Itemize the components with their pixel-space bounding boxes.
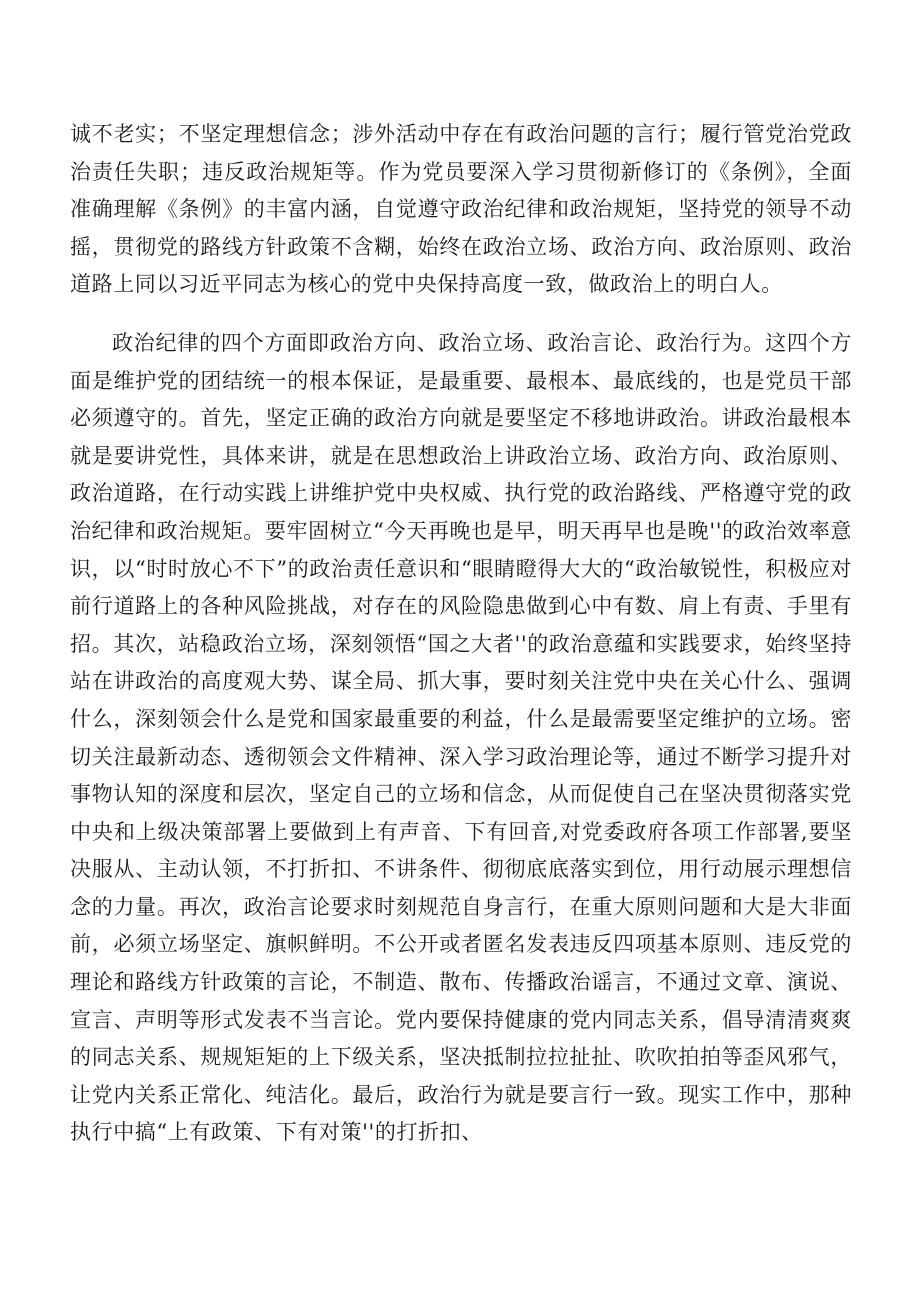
document-page bbox=[70, 116, 852, 1152]
body-paragraph-2: 政治纪律的四个方面即政治方向、政治立场、政治言论、政治行为。这四个方面是维护党的团结统一的根本保证，是最重要、最根本、最底线的，也是党员干部必须遵守的。首先，坚定正确的政治方向就是要坚定不移地讲政治。讲政治最根本就是要讲党性，具体来讲，就是在思想政治上讲政治立场、政治方向、政治原则、政治道路，在行动实践上讲维护党中央权威、执行党的政治路线、严格遵守党的政治纪律和政治规矩。要牢固树立“今天再晚也是早，明天再早也是晚''的政治效率意识，以“时时放心不下”的政治责任意识和“眼睛瞪得大大的“政治敏锐性，积极应对前行道路上的各种风险挑战，对存在的风险隐患做到心中有数、肩上有责、手里有招。其次，站稳政治立场，深刻领悟“国之大者''的政治意蕴和实践要求，始终坚持站在讲政治的高度观大势、谋全局、抓大事，要时刻关注党中央在关心什么、强调什么，深刻领会什么是党和国家最重要的利益，什么是最需要坚定维护的立场。密切关注最新动态、透彻领会文件精神、深入学习政治理论等，通过不断学习提升对事物认知的深度和层次，坚定自己的立场和信念，从而促使自己在坚决贯彻落实党中央和上级决策部署上要做到上有声音、下有回音,对党委政府各项工作部署,要坚决服从、主动认领，不打折扣、不讲条件、彻彻底底落实到位，用行动展示理想信念的力量。再次，政治言论要求时刻规范自身言行，在重大原则问题和大是大非面前，必须立场坚定、旗帜鲜明。不公开或者匿名发表违反四项基本原则、违反党的理论和路线方针政策的言论，不制造、散布、传播政治谣言，不通过文章、演说、宣言、声明等形式发表不当言论。党内要保持健康的党内同志关系，倡导清清爽爽的同志关系、规规矩矩的上下级关系，坚决抵制拉拉扯扯、吹吹拍拍等歪风邪气，让党内关系正常化、纯洁化。最后，政治行为就是要言行一致。现实工作中，那种执行中搞“上有政策、下有对策''的打折扣、 bbox=[70, 330, 853, 1145]
body-paragraph-1: 诚不老实；不坚定理想信念；涉外活动中存在有政治问题的言行；履行管党治党政治责任失职；违反政治规矩等。作为党员要深入学习贯彻新修订的《条例》，全面准确理解《条例》的丰富内涵，自觉遵守政治纪律和政治规矩，坚持党的领导不动摇，贯彻党的路线方针政策不含糊，始终在政治立场、政治方向、政治原则、政治道路上同以习近平同志为核心的党中央保持高度一致，做政治上的明白人。 bbox=[70, 122, 852, 297]
